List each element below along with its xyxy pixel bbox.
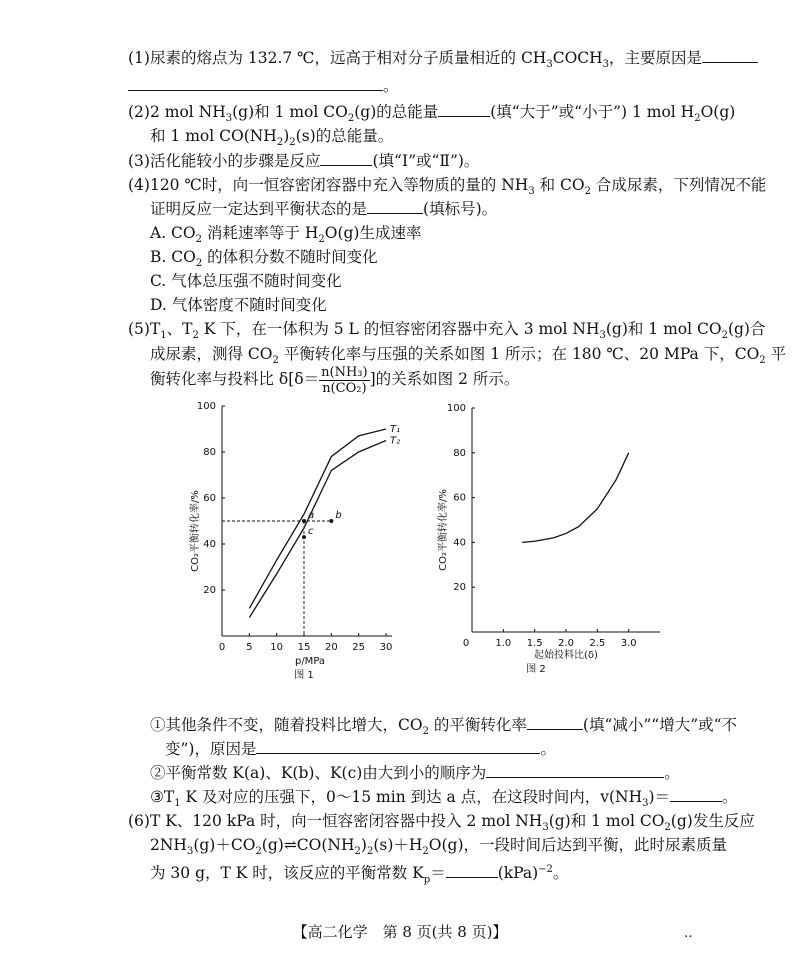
question-5-line-1: $(5)T_1$、$T_2$ K 下，在一体积为 5 L 的恒容密闭容器中充入 3 mol $NH_3(g)$和 1 mol $CO_2(g)$合 xyxy=(128,320,766,342)
y-tick-label: 60 xyxy=(203,493,216,504)
y-tick-label: 60 xyxy=(453,492,466,504)
question-5-sub-1-line-1: ①其他条件不变，随着投料比增大，$CO_2$ 的平衡转化率 (填“减小”“增大”或“不 xyxy=(150,716,738,738)
y-axis-label: CO₂平衡转化率/% xyxy=(190,490,201,572)
option-a: A. $CO_2$ 消耗速率等于 $H_2O(g)$生成速率 xyxy=(150,224,422,246)
point-c xyxy=(302,535,306,539)
x-tick-label: 1.0 xyxy=(495,638,512,649)
answer-blank[interactable] xyxy=(256,739,540,754)
option-d: D. 气体密度不随时间变化 xyxy=(150,296,327,314)
chart-title: 图 2 xyxy=(526,664,546,675)
x-tick-label: 2.5 xyxy=(589,638,606,649)
question-3: (3)活化能较小的步骤是反应 (填“Ⅰ”或“Ⅱ”)。 xyxy=(128,152,480,170)
answer-blank[interactable] xyxy=(128,76,383,91)
page-footer: 【高二化学 第 8 页(共 8 页)】 xyxy=(292,923,508,941)
answer-blank[interactable] xyxy=(486,763,664,778)
x-tick-label: 10 xyxy=(270,642,284,653)
answer-blank[interactable] xyxy=(527,715,583,730)
series-line-1 xyxy=(249,429,386,608)
y-tick-label: 40 xyxy=(453,537,466,549)
x-tick-label: 30 xyxy=(379,642,393,653)
series-line-1 xyxy=(522,453,629,543)
answer-blank[interactable] xyxy=(367,199,423,214)
answer-blank[interactable] xyxy=(320,151,372,166)
series-line-2 xyxy=(249,441,386,618)
figure-2-chart xyxy=(432,398,662,678)
figure-1-chart xyxy=(186,396,416,686)
x-axis-label: p/MPa xyxy=(294,656,326,667)
point-label-a: a xyxy=(308,510,315,521)
question-4-line-1: (4)120 ℃时，向一恒容密闭容器中充入等物质的量的 $NH_3$ 和 $CO_2$ 合成尿素，下列情况不能 xyxy=(128,176,767,198)
question-6-line-2: $2NH_3(g)+CO_2(g)\rightleftharpoons CO(NH_2)_2(s)+H_2O(g)$，一段时间后达到平衡，此时尿素质量 xyxy=(150,836,727,858)
question-1-line-1: (1)尿素的熔点为 132.7 ℃，远高于相对分子质量相近的 $CH_3COCH_3$，主要原因是 xyxy=(128,48,758,75)
y-axis-label: CO₂平衡转化率/% xyxy=(438,489,449,571)
question-2-line-1: (2)2 mol $NH_3(g)$和 1 mol $CO_2(g)$的总能量 (填“大于”或“小于”) 1 mol $H_2O(g)$ xyxy=(128,103,736,125)
point-b xyxy=(329,519,333,523)
x-tick-label: 20 xyxy=(324,642,338,653)
x-tick-label: 3.0 xyxy=(620,638,637,649)
chart-title: 图 1 xyxy=(294,670,314,681)
x-tick-label: 0 xyxy=(462,638,470,649)
answer-blank[interactable] xyxy=(702,48,758,63)
x-tick-label: 15 xyxy=(297,642,311,653)
answer-blank[interactable] xyxy=(670,787,722,802)
question-5-sub-3: $③T_1$ K 及对应的压强下，0～15 min 到达 a 点，在这段时间内，$v(NH_3)=$ 。 xyxy=(150,788,738,810)
x-tick-label: 1.5 xyxy=(526,638,543,649)
answer-blank[interactable] xyxy=(446,863,498,878)
option-b: B. $CO_2$ 的体积分数不随时间变化 xyxy=(150,248,378,270)
y-tick-label: 80 xyxy=(203,447,216,458)
question-5-sub-2: ②平衡常数 K(a)、K(b)、K(c)由大到小的顺序为 。 xyxy=(150,764,680,782)
point-a xyxy=(302,519,306,523)
x-tick-label: 2.0 xyxy=(558,638,574,649)
x-tick-label: 5 xyxy=(246,642,253,653)
corner-mark: ‥ xyxy=(684,926,693,941)
x-tick-label: 25 xyxy=(352,642,366,653)
question-6-line-1: (6)T K、120 kPa 时，向一恒容密闭容器中投入 2 mol $NH_3(g)$和 1 mol $CO_2(g)$发生反应 xyxy=(128,812,755,834)
y-tick-label: 40 xyxy=(203,539,216,550)
question-2-line-2: 和 1 mol $CO(NH_2)_2(s)$的总能量。 xyxy=(150,127,394,149)
y-tick-label: 100 xyxy=(446,403,466,414)
question-5-sub-1-line-2: 变”)，原因是 。 xyxy=(165,740,556,758)
x-axis-label: 起始投料比(δ) xyxy=(534,650,598,661)
option-c: C. 气体总压强不随时间变化 xyxy=(150,272,342,290)
question-5-line-2: 成尿素，测得 $CO_2$ 平衡转化率与压强的关系如图 1 所示；在 180 ℃、20 MPa 下，$CO_2$ 平 xyxy=(150,345,787,367)
legend-label: T₂ xyxy=(390,435,401,447)
y-tick-label: 20 xyxy=(203,585,216,596)
question-4-line-2: 证明反应一定达到平衡状态的是 (填标号)。 xyxy=(150,200,498,218)
y-tick-label: 100 xyxy=(196,401,216,412)
question-1-line-2: 。 xyxy=(128,76,399,96)
legend-label: T₁ xyxy=(390,424,401,435)
y-tick-label: 80 xyxy=(453,447,466,459)
point-label-b: b xyxy=(335,510,342,521)
x-tick-label: 0 xyxy=(218,642,226,653)
y-tick-label: 20 xyxy=(453,582,466,594)
answer-blank[interactable] xyxy=(438,102,490,117)
point-label-c: c xyxy=(308,526,314,538)
feed-ratio-fraction: $\frac{\text{n(NH₃)}}{\text{n(CO₂)}}$ xyxy=(321,364,368,396)
question-6-line-3: 为 30 g，T K 时，该反应的平衡常数 $K_p= (kPa)^{-2}$。 xyxy=(150,864,569,886)
question-5-line-3: 衡转化率与投料比 δ[δ＝ $\frac{\text{n(NH₃)}}{\text{n(CO₂)}}$ ]的关系如图 2 所示。 xyxy=(150,364,520,396)
